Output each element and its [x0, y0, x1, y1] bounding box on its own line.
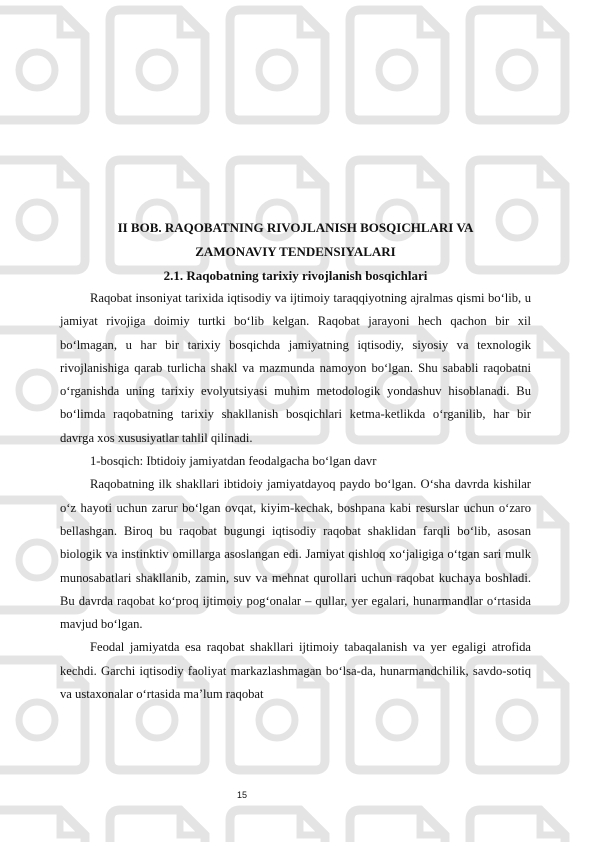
section-title: 2.1. Raqobatning tarixiy rivojlanish bosqichlari — [163, 268, 428, 283]
paragraph-intro: Raqobat insoniyat tarixida iqtisodiy va ijtimoiy taraqqiyotning ajralmas qismi bo‘lib, u jamiyat rivojiga doimiy turtki bo‘lib kelgan. Raqobat jarayoni hech qachon bir xil bo‘lmagan, u har bir tarixiy bosqichda jamiyatning iqtisodiy, siyosiy va texnologik rivojlanishiga qarab turlicha shakl va mazmunda namoyon bo‘lgan. Shu sababli raqobatni o‘rganishda uning tarixiy evolyutsiyasi muhim metodologik yondashuv hisoblanadi. Bu bo‘limda raqobatning tarixiy shakllanish bosqichlari ketma-ketlikda o‘rganilib, har bir davrga xos xususiyatlar tahlil qilinadi. — [60, 291, 531, 445]
subheading-stage-1: 1-bosqich: Ibtidoiy jamiyatdan feodalgacha bo‘lgan davr — [90, 454, 377, 469]
page-number: 15 — [236, 790, 247, 800]
paragraph-feudal-society: Feodal jamiyatda esa raqobat shakllari ijtimoiy tabaqalanish va yer egaligi atrofida kechdi. Garchi iqtisodiy faoliyat markazlashmagan bo‘lsa-da, hunarmandchilik, savdo-sotiq va ustaxonalar o‘rtasida ma’lum raqobat — [60, 640, 531, 702]
body-text — [60, 287, 531, 706]
paragraph-primitive-society: Raqobatning ilk shakllari ibtidoiy jamiyatdayoq paydo bo‘lgan. O‘sha davrda kishilar o‘z hayoti uchun zarur bo‘lgan ovqat, kiyim-kechak, boshpana kabi resurslar uchun o‘zaro bellashgan. Biroq bu raqobat bugungi iqtisodiy raqobat shaklidan farqli bo‘lib, asosan biologik va instinktiv omillarga asoslangan edi. Jamiyat qishloq xo‘jaligiga o‘tgan sari mulk munosabatlari shakllanib, zamin, suv va mehnat qurollari uchun raqobat kuchaya boshladi. Bu davrda raqobat ko‘proq ijtimoiy pog‘onalar – qullar, yer egalari, hunarmandlar o‘rtasida mavjud bo‘lgan. — [60, 477, 531, 632]
chapter-title-line1: II BOB. RAQOBATNING RIVOJLANISH BOSQICHLARI VA — [117, 220, 474, 235]
chapter-title-line2: ZAMONAVIY TENDENSIYALARI — [195, 244, 396, 259]
